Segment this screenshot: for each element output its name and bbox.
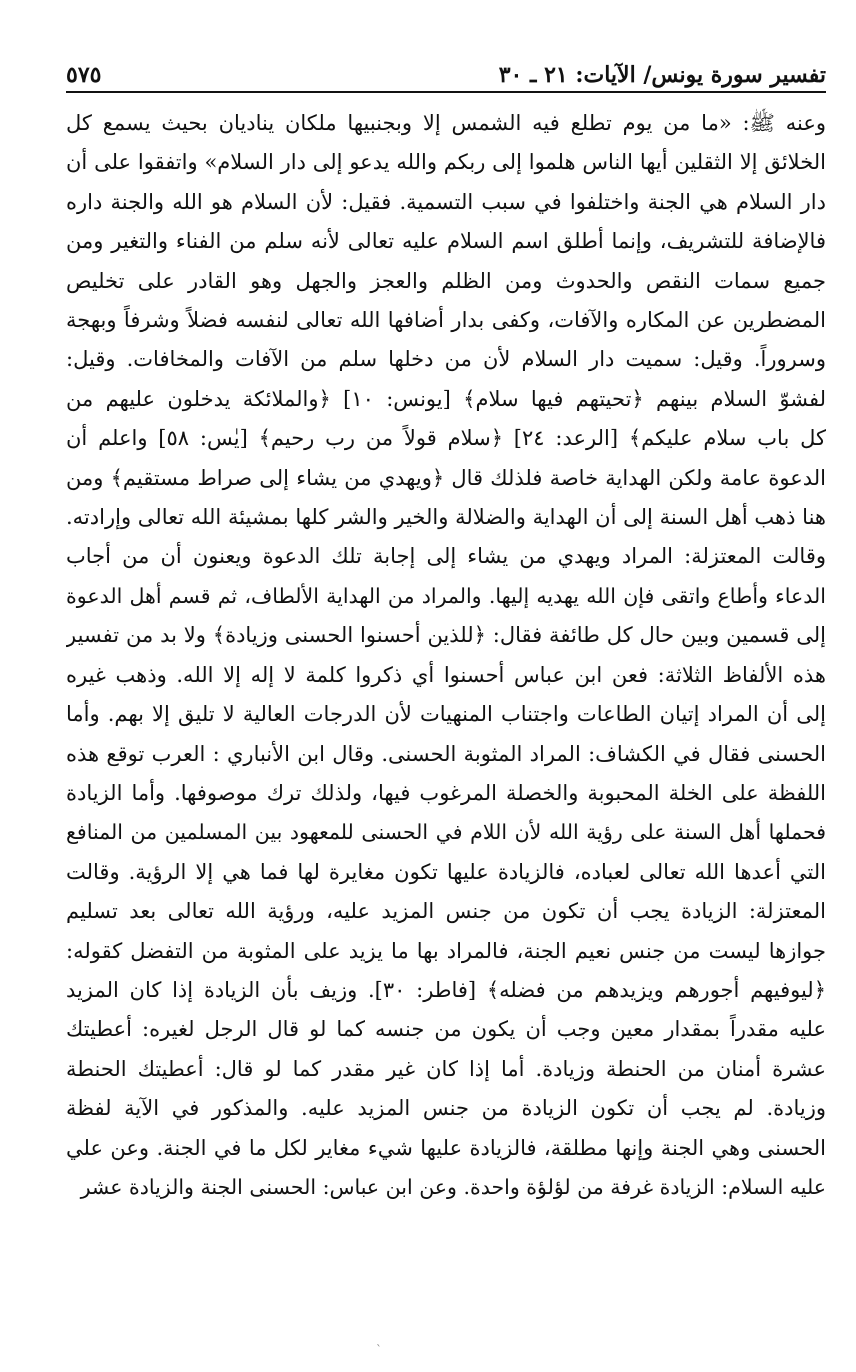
text-line: وزيادة. لم يجب أن تكون الزيادة من جنس المزيد عليه. والمذكور في الآية لفظة [66, 1096, 826, 1121]
text-line: وسروراً. وقيل: سميت دار السلام لأن من دخلها سلم من الآفات والمخافات. وقيل: [66, 347, 826, 372]
text-line: الحسنى وهي الجنة وإنها مطلقة، فالزيادة عليها شيء مغاير لكل ما في الجنة. وعن علي [66, 1135, 826, 1160]
page-number: ٥٧٥ [66, 62, 102, 88]
text-line: وعنه ﷺ: «ما من يوم تطلع فيه الشمس إلا وبجنبيها ملكان يناديان بحيث يسمع كل [66, 111, 826, 135]
text-line: ﴿ليوفيهم أجورهم ويزيدهم من فضله﴾ [فاطر: ٣٠]. وزيف بأن الزيادة إذا كان المزيد [66, 977, 826, 1002]
text-line: هذه الألفاظ الثلاثة: فعن ابن عباس أحسنوا أي ذكروا كلمة لا إله إلا الله. وذهب غيره [66, 662, 826, 687]
text-line: دار السلام هي الجنة واختلفوا في سبب التسمية. فقيل: لأن السلام هو الله والجنة داره [66, 189, 826, 214]
text-line: اللفظة على الخلة المحبوبة والخصلة المرغوب فيها، ولذلك ترك موصوفها. وأما الزيادة [66, 780, 826, 805]
header-rule [66, 91, 826, 93]
running-title: تفسير سورة يونس/ الآيات: ٢١ ـ ٣٠ [498, 62, 826, 88]
text-line: لفشوّ السلام بينهم ﴿تحيتهم فيها سلام﴾ [يونس: ١٠] ﴿والملائكة يدخلون عليهم من [66, 386, 826, 411]
text-line: كل باب سلام عليكم﴾ [الرعد: ٢٤] ﴿سلام قولاً من رب رحيم﴾ [يٰس: ٥٨] واعلم أن [66, 426, 826, 451]
text-line: عليه مقدراً بمقدار معين وجب أن يكون من جنسه كما لو قال الرجل لغيره: أعطيتك [66, 1017, 826, 1042]
text-line: وقالت المعتزلة: المراد ويهدي من يشاء إلى إجابة تلك الدعوة ويعنون أن من أجاب [66, 544, 826, 569]
text-line: عليه السلام: الزيادة غرفة من لؤلؤة واحدة. وعن ابن عباس: الحسنى الجنة والزيادة عشر [80, 1174, 826, 1199]
text-line: المعتزلة: الزيادة يجب أن تكون من جنس المزيد عليه، ورؤية الله تعالى بعد تسليم [66, 899, 826, 924]
text-line: جوازها ليست من جنس نعيم الجنة، فالمراد بها ما يزيد على المثوبة من التفضل كقوله: [66, 938, 826, 963]
text-line: الدعوة عامة ولكن الهداية خاصة فلذلك قال ﴿ويهدي من يشاء إلى صراط مستقيم﴾ ومن [66, 465, 826, 490]
text-line: فالإضافة للتشريف، وإنما أطلق اسم السلام عليه تعالى لأنه سلم من الفناء والتغير ومن [66, 229, 826, 254]
scan-mark: ` [376, 1343, 382, 1357]
text-line: هنا ذهب أهل السنة إلى أن الهداية والضلالة والخير والشر كلها بمشيئة الله تعالى وإرادته. [66, 505, 826, 530]
text-line: الحسنى فقال في الكشاف: المراد المثوبة الحسنى. وقال ابن الأنباري : العرب توقع هذه [66, 741, 826, 766]
text-line: إلى قسمين وبين حال كل طائفة فقال: ﴿للذين أحسنوا الحسنى وزيادة﴾ ولا بد من تفسير [66, 623, 826, 648]
text-line: التي أعدها الله تعالى لعباده، فالزيادة عليها تكون مغايرة لها فما هي إلا الرؤية. وقالت [66, 859, 826, 884]
body-text [66, 104, 826, 1207]
page-header [66, 50, 826, 88]
text-line: فحملها أهل السنة على رؤية الله لأن اللام في الحسنى للمعهود بين المسلمين من المنافع [66, 820, 826, 845]
text-line: إلى أن المراد إتيان الطاعات واجتناب المنهيات لأن الدرجات العالية لا تليق إلا بهم. وأما [66, 702, 826, 727]
text-line: جميع سمات النقص والحدوث ومن الظلم والعجز والجهل وهو القادر على تخليص [66, 268, 826, 293]
text-line: عشرة أمنان من الحنطة وزيادة. أما إذا كان غير مقدر كما لو قال: أعطيتك الحنطة [66, 1056, 826, 1081]
text-line: الخلائق إلا الثقلين أيها الناس هلموا إلى ربكم والله يدعو إلى دار السلام» واتفقوا على أن [66, 150, 826, 175]
text-line: المضطرين عن المكاره والآفات، وكفى بدار أضافها الله تعالى لنفسه فضلاً وشرفاً وبهجة [66, 308, 826, 333]
text-line: الدعاء وأطاع واتقى فإن الله يهديه إليها. والمراد من الهداية الألطاف، ثم قسم أهل الدعوة [66, 583, 826, 608]
